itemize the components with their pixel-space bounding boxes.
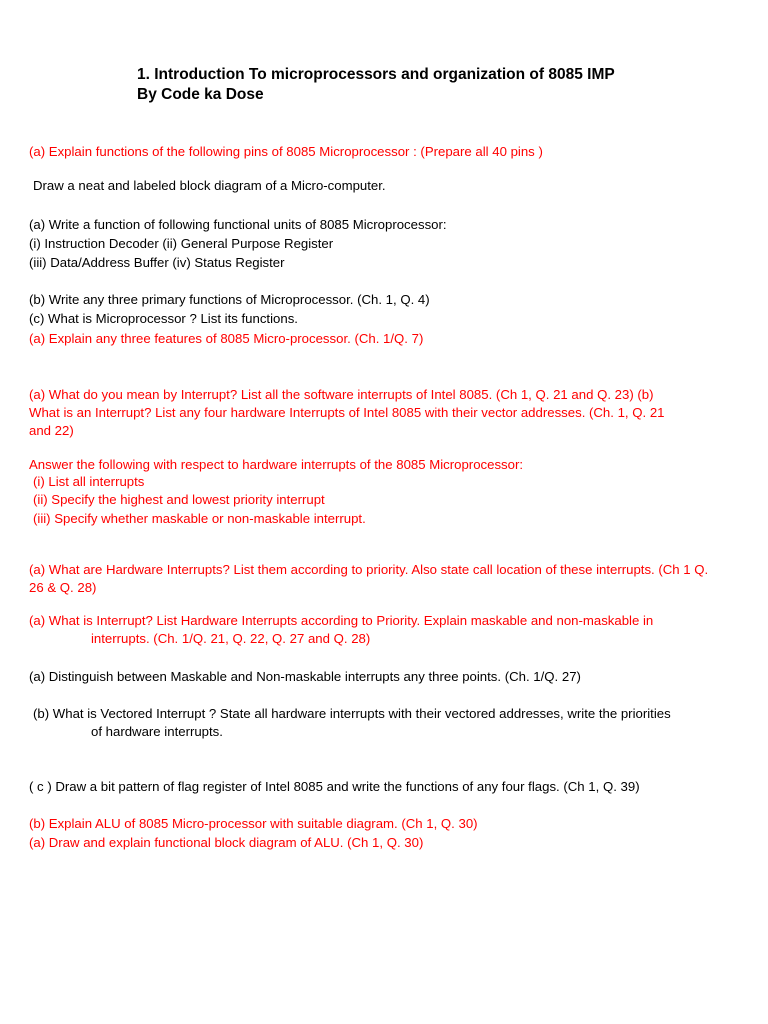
question-line: Draw a neat and labeled block diagram of a Micro-computer. <box>33 178 386 193</box>
question-line: and 22) <box>29 423 74 438</box>
question-line: Answer the following with respect to hardware interrupts of the 8085 Microprocessor: <box>29 457 524 472</box>
question-line: of hardware interrupts. <box>91 724 223 739</box>
question-line: (c) What is Microprocessor ? List its functions. <box>29 311 298 326</box>
question-line: (a) Write a function of following functional units of 8085 Microprocessor: <box>29 217 447 232</box>
question-line: ( c ) Draw a bit pattern of flag register of Intel 8085 and write the functions of any four flags. (Ch 1, Q. 39) <box>29 779 640 794</box>
question-line: (a) What are Hardware Interrupts? List them according to priority. Also state call location of these interrupts. (Ch 1 Q. <box>29 562 709 577</box>
question-line: (ii) Specify the highest and lowest priority interrupt <box>33 492 325 507</box>
question-line: (i) Instruction Decoder (ii) General Purpose Register <box>29 236 334 251</box>
question-line: interrupts. (Ch. 1/Q. 21, Q. 22, Q. 27 and Q. 28) <box>91 631 371 646</box>
question-line: What is an Interrupt? List any four hardware Interrupts of Intel 8085 with their vector addresses. (Ch. 1, Q. 21 <box>29 405 665 420</box>
question-line: (i) List all interrupts <box>33 474 145 489</box>
question-line: (iii) Data/Address Buffer (iv) Status Register <box>29 255 285 270</box>
question-line: (b) What is Vectored Interrupt ? State all hardware interrupts with their vectored addresses, write the priorities <box>33 706 671 721</box>
question-line: (iii) Specify whether maskable or non-maskable interrupt. <box>33 511 366 526</box>
question-line: (a) What do you mean by Interrupt? List all the software interrupts of Intel 8085. (Ch 1, Q. 21 and Q. 23) (b) <box>29 387 654 402</box>
document-title-line-1: 1. Introduction To microprocessors and organization of 8085 IMP <box>137 66 615 83</box>
question-line: 26 & Q. 28) <box>29 580 97 595</box>
question-line: (a) Explain any three features of 8085 Micro-processor. (Ch. 1/Q. 7) <box>29 331 424 346</box>
question-line: (a) What is Interrupt? List Hardware Interrupts according to Priority. Explain maskable and non-maskable in <box>29 613 654 628</box>
question-line: (b) Write any three primary functions of Microprocessor. (Ch. 1, Q. 4) <box>29 292 430 307</box>
question-line: (a) Distinguish between Maskable and Non-maskable interrupts any three points. (Ch. 1/Q. 27) <box>29 669 581 684</box>
question-line: (a) Draw and explain functional block diagram of ALU. (Ch 1, Q. 30) <box>29 835 424 850</box>
question-line: (a) Explain functions of the following pins of 8085 Microprocessor : (Prepare all 40 pins ) <box>29 144 543 159</box>
document-title-line-2: By Code ka Dose <box>137 86 264 103</box>
question-line: (b) Explain ALU of 8085 Micro-processor with suitable diagram. (Ch 1, Q. 30) <box>29 816 478 831</box>
